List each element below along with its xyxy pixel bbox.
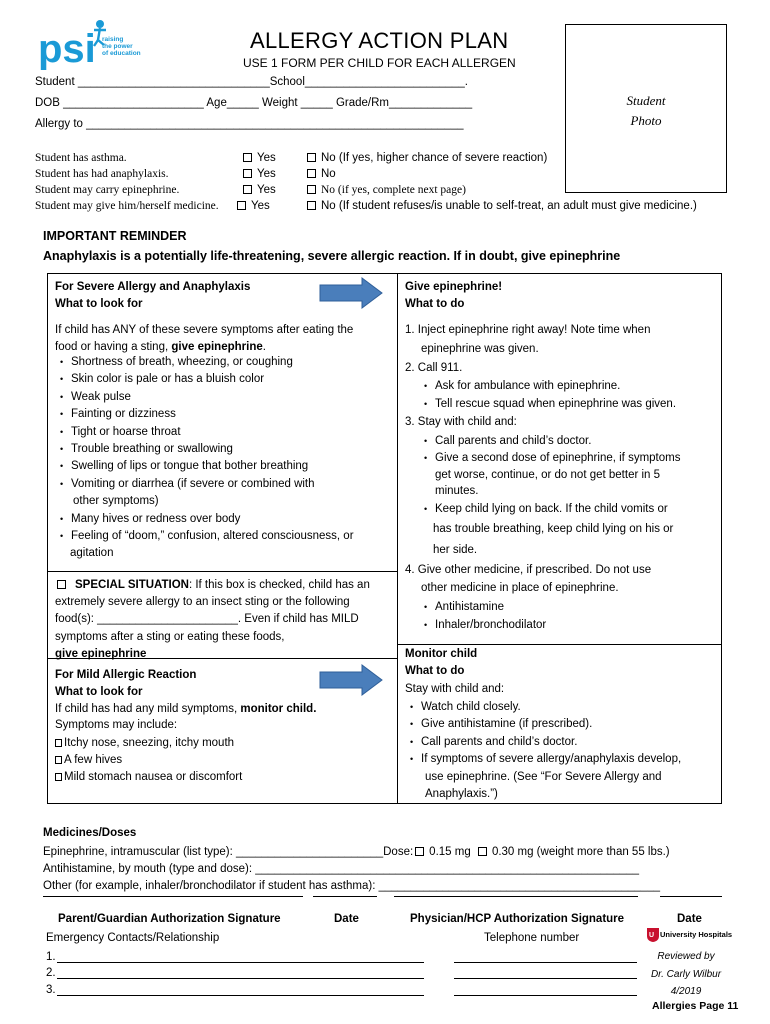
question-label: Student may carry epinephrine. <box>35 184 180 196</box>
checkbox-icon[interactable] <box>243 169 252 178</box>
question-list <box>35 151 735 215</box>
list-item: • Tight or hoarse throat <box>55 424 354 441</box>
list-item: • Tell rescue squad when epinephrine was given. <box>419 395 680 413</box>
severe-symptom-list <box>55 354 354 563</box>
give-epi-steps: 1. Inject epinephrine right away! Note time when epinephrine was given. 2. Call 911. • Ask for ambulance with epinephrine. • Tell rescue squad when epinephrine was given. 3. Stay with child and: • Call parents and child’s doctor. • Give a second dose of epinephrine, if symptoms get worse, continue, or do not get better in 5 minutes. • Keep child lying on back. If the child vomits or has trouble breathing, keep child lying on his or her side. 4. Give other medicine, if prescribed. Do not use other medicine in place of epinephrine. • Antihistamine • Inhaler/bronchodilator <box>405 321 680 634</box>
phone-line-1[interactable] <box>454 962 637 963</box>
give-epi-subtitle: What to do <box>405 298 465 310</box>
physician-date-line[interactable] <box>660 896 722 897</box>
checkbox-icon[interactable] <box>307 201 316 210</box>
phone-line-3[interactable] <box>454 995 637 996</box>
arrow-right-icon <box>318 663 386 697</box>
list-item: • Inhaler/bronchodilator <box>419 616 680 634</box>
checkbox-icon[interactable] <box>307 153 316 162</box>
contact-row-2: 2. <box>46 967 56 979</box>
list-item: • Call parents and child’s doctor. <box>419 432 680 450</box>
svg-text:U: U <box>649 932 655 939</box>
parent-date-line[interactable] <box>313 896 377 897</box>
no-option[interactable]: No (if yes, complete next page) <box>307 183 466 198</box>
page-title: ALLERGY ACTION PLAN <box>250 28 509 53</box>
contact-line-1[interactable] <box>57 962 424 963</box>
hospital-name: University Hospitals <box>660 930 733 939</box>
contact-row-3: 3. <box>46 984 56 996</box>
no-option[interactable]: No (If yes, higher chance of severe reaction) <box>307 151 547 166</box>
medicines-heading: Medicines/Doses <box>43 827 137 839</box>
mild-may-include: Symptoms may include: <box>55 719 178 731</box>
contact-line-3[interactable] <box>57 995 424 996</box>
list-item: Itchy nose, sneezing, itchy mouth <box>55 735 242 752</box>
severe-subtitle: What to look for <box>55 298 143 310</box>
list-item: • Ask for ambulance with epinephrine. <box>419 377 680 395</box>
mild-subtitle: What to look for <box>55 686 143 698</box>
special-situation-checkbox[interactable] <box>57 580 66 589</box>
phone-line-2[interactable] <box>454 978 637 979</box>
no-option[interactable]: No <box>307 167 336 182</box>
allergy-to-field[interactable]: Allergy to ___________________________________________________________ <box>35 118 464 130</box>
list-item: • Watch child closely. <box>405 699 681 716</box>
question-label: Student may give him/herself medicine. <box>35 200 219 212</box>
list-item: A few hives <box>55 752 242 769</box>
antihistamine-field[interactable]: Antihistamine, by mouth (type and dose): ____________________________________________________________ <box>43 863 639 875</box>
list-item: • Trouble breathing or swallowing <box>55 441 354 458</box>
list-item: • If symptoms of severe allergy/anaphylaxis develop, <box>405 751 681 768</box>
contact-row-1: 1. <box>46 951 56 963</box>
arrow-right-icon <box>318 276 386 310</box>
question-row <box>35 183 735 199</box>
checkbox-icon[interactable] <box>307 185 316 194</box>
severe-title: For Severe Allergy and Anaphylaxis <box>55 281 251 293</box>
parent-signature-line[interactable] <box>43 896 303 897</box>
university-hospitals-logo <box>646 927 733 943</box>
page-subtitle: USE 1 FORM PER CHILD FOR EACH ALLERGEN <box>243 56 516 70</box>
monitor-list: • Watch child closely. • Give antihistamine (if prescribed). • Call parents and child’s doctor. • If symptoms of severe allergy/anaphylaxis develop, use epinephrine. (See “For Severe Allergy and Anaphylaxis.”) <box>405 699 681 803</box>
checkbox-icon[interactable] <box>307 169 316 178</box>
other-medicine-field[interactable]: Other (for example, inhaler/bronchodilator if student has asthma): ____________________________________________ <box>43 880 660 892</box>
photo-label-photo: Photo <box>630 113 662 128</box>
list-item: • Vomiting or diarrhea (if severe or combined with <box>55 476 354 493</box>
mild-intro: If child has had any mild symptoms, monitor child. <box>55 703 317 715</box>
list-item: • Keep child lying on back. If the child vomits or <box>419 500 680 519</box>
list-item: • Fainting or dizziness <box>55 406 354 423</box>
checkbox-icon[interactable] <box>243 185 252 194</box>
student-school-field[interactable]: Student ______________________________School_________________________. <box>35 76 468 88</box>
physician-date-label: Date <box>677 913 702 925</box>
question-row <box>35 151 735 167</box>
page-footer: Allergies Page 11 <box>652 1000 739 1012</box>
reminder-text: Anaphylaxis is a potentially life-threatening, severe allergic reaction. If in doubt, give epinephrine <box>43 249 621 263</box>
emergency-contacts-label: Emergency Contacts/Relationship <box>46 932 220 944</box>
list-item: Mild stomach nausea or discomfort <box>55 769 242 786</box>
list-item: • Give antihistamine (if prescribed). <box>405 716 681 733</box>
question-label: Student has asthma. <box>35 152 127 164</box>
physician-signature-label: Physician/HCP Authorization Signature <box>410 913 625 925</box>
dob-field[interactable]: DOB ______________________ Age_____ Weight _____ Grade/Rm_____________ <box>35 97 473 109</box>
list-item: • Swelling of lips or tongue that bother breathing <box>55 458 354 475</box>
yes-option[interactable]: Yes <box>243 167 276 182</box>
telephone-label: Telephone number <box>484 932 580 944</box>
checkbox-icon[interactable] <box>415 847 424 856</box>
list-item-continuation: other symptoms) <box>73 495 159 508</box>
monitor-intro: Stay with child and: <box>405 683 505 695</box>
question-label: Student has had anaphylaxis. <box>35 168 169 180</box>
parent-date-label: Date <box>334 913 359 925</box>
psi-tagline: raising the power of education <box>102 36 141 57</box>
list-item: • Weak pulse <box>55 389 354 406</box>
list-item: • Give a second dose of epinephrine, if symptoms <box>419 450 680 467</box>
list-item: • Skin color is pale or has a bluish color <box>55 371 354 388</box>
yes-option[interactable]: Yes <box>243 151 276 166</box>
special-situation-text: SPECIAL SITUATION: If this box is checked, child has an extremely severe allergy to an insect sting or the following food(s): ______________________. Even if child has MILD symptoms after a sting or eating these foods, give epinephrine <box>55 579 370 660</box>
yes-option[interactable]: Yes <box>237 199 270 214</box>
list-item-continuation: agitation <box>70 547 114 560</box>
epinephrine-dose-field[interactable]: Epinephrine, intramuscular (list type): _______________________Dose: 0.15 mg 0.30 mg (weight more than 55 lbs.) <box>43 846 670 858</box>
list-item: • Shortness of breath, wheezing, or coughing <box>55 354 354 371</box>
question-row <box>35 167 735 183</box>
checkbox-icon[interactable] <box>237 201 246 210</box>
photo-label-student: Student <box>626 93 666 108</box>
give-epi-title: Give epinephrine! <box>405 281 503 293</box>
reminder-heading: IMPORTANT REMINDER <box>43 229 187 243</box>
monitor-subtitle: What to do <box>405 665 465 677</box>
severe-intro: If child has ANY of these severe symptoms after eating the food or having a sting, give epinephrine. <box>55 324 354 353</box>
mild-symptom-list <box>55 735 242 785</box>
contact-line-2[interactable] <box>57 978 424 979</box>
list-item: • Many hives or redness over body <box>55 511 354 528</box>
question-row <box>35 199 735 215</box>
mild-title: For Mild Allergic Reaction <box>55 669 197 681</box>
psi-logo <box>36 14 146 70</box>
list-item: • Antihistamine <box>419 598 680 616</box>
checkbox-icon[interactable] <box>243 153 252 162</box>
list-item: • Call parents and child’s doctor. <box>405 734 681 751</box>
reviewed-by: Reviewed by Dr. Carly Wilbur 4/2019 <box>650 951 722 997</box>
list-item: • Feeling of “doom,” confusion, altered consciousness, or <box>55 528 354 545</box>
yes-option[interactable]: Yes <box>243 183 276 198</box>
monitor-title: Monitor child <box>405 648 478 660</box>
checkbox-icon[interactable] <box>478 847 487 856</box>
parent-signature-label: Parent/Guardian Authorization Signature <box>58 913 281 925</box>
psi-logo-text: psi <box>38 27 96 70</box>
hospital-shield-icon <box>646 927 660 943</box>
physician-signature-line[interactable] <box>394 896 638 897</box>
no-option[interactable]: No (If student refuses/is unable to self-treat, an adult must give medicine.) <box>307 199 697 214</box>
